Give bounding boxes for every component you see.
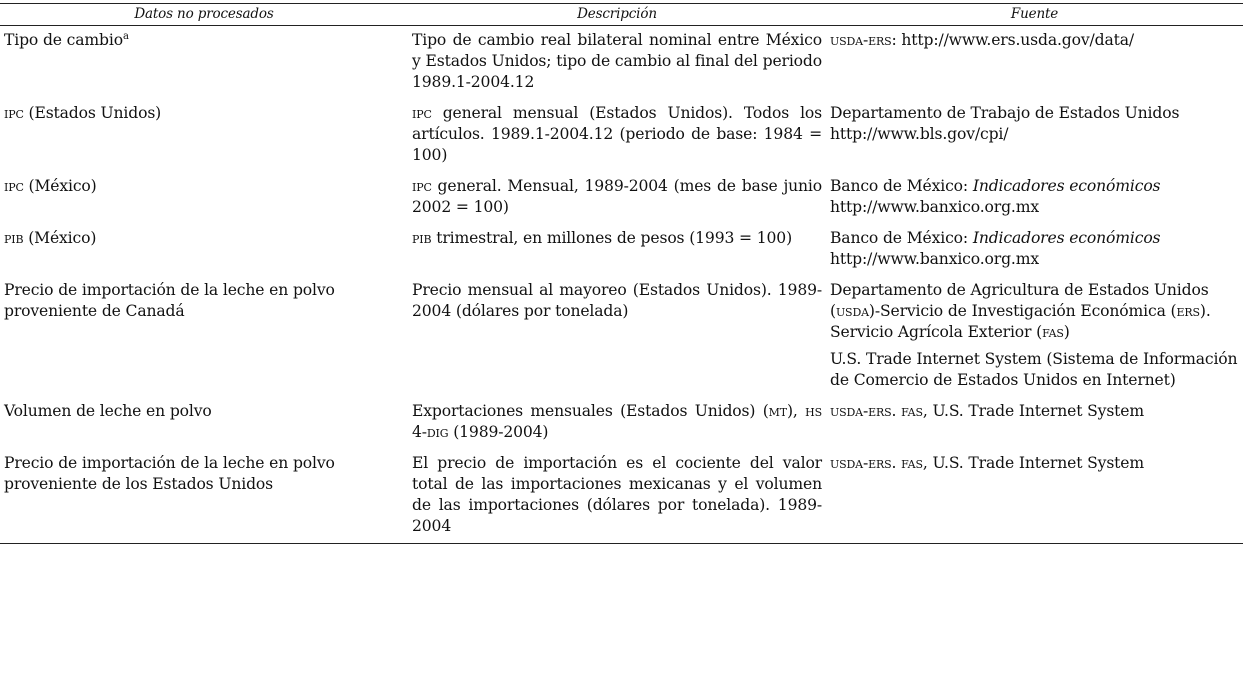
- fuente-line: usda-ers: http://www.ers.usda.gov/data/: [830, 31, 1134, 49]
- data-sources-table: [0, 3, 1243, 544]
- cell-datos: Precio de importación de la leche en polvo proveniente de Canadá: [4, 281, 335, 320]
- fuente-line: Departamento de Trabajo de Estados Unidos http://www.bls.gov/cpi/: [830, 104, 1180, 143]
- datos-text: Tipo de cambio: [4, 31, 123, 49]
- cell-datos: Volumen de leche en polvo: [4, 402, 212, 420]
- cell-descripcion: El precio de importación es el cociente del valor total de las importaciones mexicanas y el volumen de las importaciones (dólares por tonelada). 1989-2004: [408, 449, 826, 544]
- fuente-line: usda-ers. fas, U.S. Trade Internet System: [830, 402, 1145, 420]
- fuente-line: U.S. Trade Internet System (Sistema de Información de Comercio de Estados Unidos en Internet): [830, 350, 1238, 389]
- header-row: [0, 4, 1243, 26]
- header-fuente: Fuente: [826, 4, 1243, 26]
- table-header: [0, 4, 1243, 26]
- cell-datos: pib (México): [4, 229, 97, 247]
- header-descripcion: Descripción: [408, 4, 826, 26]
- cell-datos: Precio de importación de la leche en polvo proveniente de los Estados Unidos: [0, 449, 408, 544]
- cell-descripcion: Tipo de cambio real bilateral nominal entre México y Estados Unidos; tipo de cambio al final del periodo 1989.1-2004.12: [412, 31, 822, 91]
- cell-fuente: [826, 224, 1243, 276]
- cell-descripcion: Precio mensual al mayoreo (Estados Unidos). 1989-2004 (dólares por tonelada): [412, 281, 822, 320]
- cell-fuente: [826, 172, 1243, 224]
- table-row: [0, 99, 1243, 172]
- table-row: [0, 224, 1243, 276]
- fuente-line: Departamento de Agricultura de Estados Unidos (usda)-Servicio de Investigación Económica (ers). Servicio Agrícola Exterior (fas): [830, 281, 1211, 341]
- cell-datos: ipc (Estados Unidos): [4, 104, 162, 122]
- cell-fuente: [826, 99, 1243, 172]
- table-row: [0, 449, 1243, 544]
- table-row: [0, 276, 1243, 397]
- cell-datos: ipc (México): [4, 177, 97, 195]
- table-row: [0, 172, 1243, 224]
- fuente-line: Banco de México: Indicadores económicos http://www.banxico.org.mx: [830, 229, 1161, 268]
- cell-fuente: [826, 276, 1243, 397]
- cell-fuente: [826, 397, 1243, 449]
- cell-descripcion: ipc general mensual (Estados Unidos). Todos los artículos. 1989.1-2004.12 (periodo de base: 1984 = 100): [412, 104, 822, 164]
- table-row: [0, 397, 1243, 449]
- fuente-line: Banco de México: Indicadores económicos http://www.banxico.org.mx: [830, 177, 1161, 216]
- table-row: [0, 26, 1243, 100]
- cell-descripcion: Exportaciones mensuales (Estados Unidos) (mt), hs 4-dig (1989-2004): [412, 402, 822, 441]
- header-datos: Datos no procesados: [0, 4, 408, 26]
- cell-datos: [0, 26, 408, 100]
- table-body: [0, 26, 1243, 544]
- cell-fuente: [826, 26, 1243, 100]
- footnote-marker: a: [122, 30, 129, 42]
- cell-descripcion: pib trimestral, en millones de pesos (1993 = 100): [412, 229, 793, 247]
- fuente-line: usda-ers. fas, U.S. Trade Internet System: [830, 454, 1145, 472]
- cell-fuente: [826, 449, 1243, 544]
- cell-descripcion: ipc general. Mensual, 1989-2004 (mes de base junio 2002 = 100): [412, 177, 822, 216]
